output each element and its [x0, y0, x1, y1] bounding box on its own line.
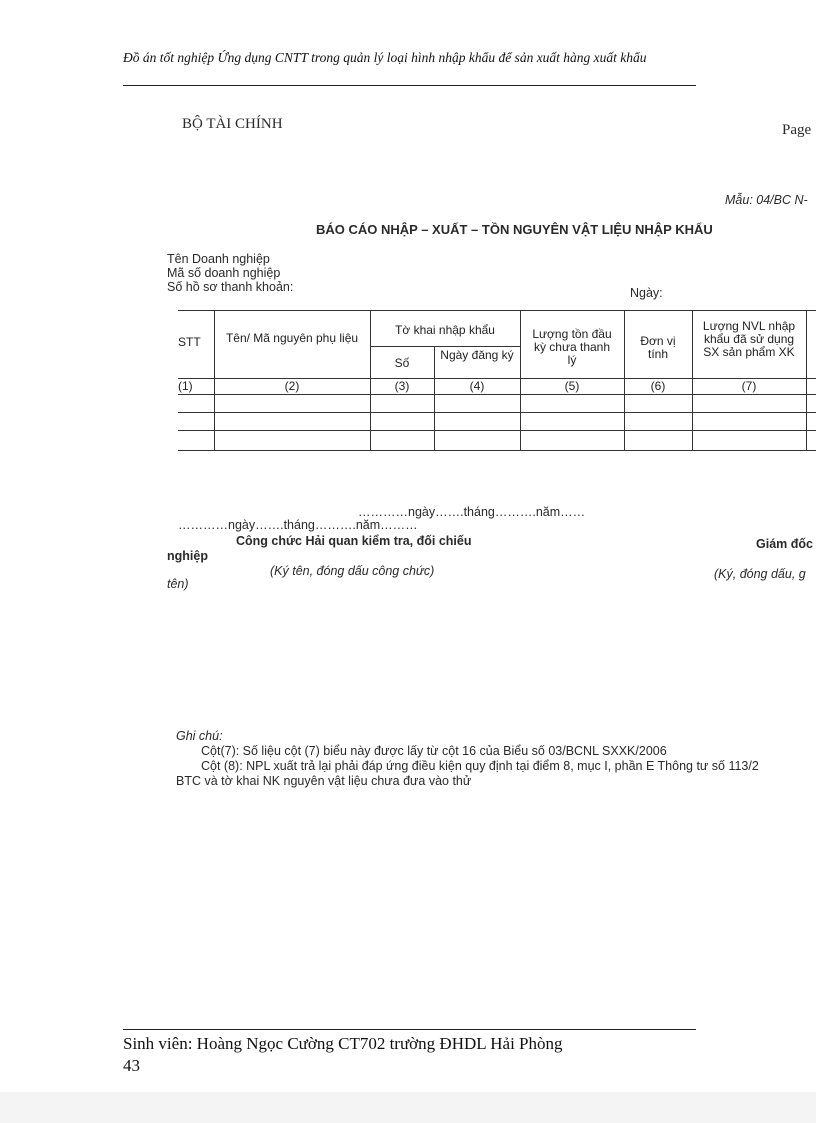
notes-title: Ghi chú: [176, 729, 223, 743]
date-line-right: …………ngày…….tháng……….năm…… [358, 505, 586, 519]
info-line-enterprise-code: Mã số doanh nghiệp [167, 266, 281, 280]
note-line-3: BTC và tờ khai NK nguyên vật liệu chưa đưa vào thử [176, 774, 472, 788]
info-line-dossier-number: Số hồ sơ thanh khoản: [167, 280, 294, 294]
header-rule [123, 85, 696, 86]
director-title: Giám đốc [756, 537, 813, 551]
document-header: Đồ án tốt nghiệp Ứng dụng CNTT trong quản lý loại hình nhập khẩu để sản xuất hàng xuất khẩu [123, 50, 647, 65]
enterprise-info [167, 252, 293, 294]
header-material-name: Tên/ Mã nguyên phụ liệu [225, 331, 359, 345]
header-registration-date: Ngày đăng ký [440, 348, 514, 362]
footer-page-number: 43 [123, 1056, 140, 1075]
ministry-name: BỘ TÀI CHÍNH [182, 116, 283, 132]
note-line-1: Cột(7): Số liệu cột (7) biểu này được lấy từ cột 16 của Biểu số 03/BCNL SXXK/2006 [201, 744, 667, 758]
header-opening-balance: Lượng tồn đầu kỳ chưa thanh lý [532, 327, 612, 367]
customs-signature-note: (Ký tên, đóng dấu công chức) [270, 564, 435, 578]
col-number-1: (1) [178, 379, 193, 393]
page-label: Page [782, 122, 812, 138]
report-table [178, 310, 816, 452]
date-line-left: …………ngày…….tháng……….năm……… [178, 518, 418, 532]
enterprise-fragment: nghiệp [167, 549, 208, 563]
name-fragment: tên) [167, 577, 189, 591]
form-code: Mẫu: 04/BC N- [725, 193, 808, 207]
header-declaration-number: Số [394, 356, 410, 370]
note-line-2: Cột (8): NPL xuất trả lại phải đáp ứng điều kiện quy định tại điểm 8, mục I, phần E Thông tư số 113/2 [201, 759, 759, 773]
header-used-materials: Lượng NVL nhập khẩu đã sử dụng SX sản phẩm XK [702, 319, 796, 359]
col-number-4: (4) [469, 379, 485, 393]
footer-student-line: Sinh viên: Hoàng Ngọc Cường CT702 trường ĐHDL Hải Phòng [123, 1034, 563, 1053]
director-signature-note: (Ký, đóng dấu, g [714, 567, 806, 581]
col-number-5: (5) [564, 379, 580, 393]
col-number-6: (6) [650, 379, 666, 393]
footer-rule [123, 1029, 696, 1030]
col-number-3: (3) [394, 379, 410, 393]
header-unit: Đơn vị tính [640, 334, 676, 361]
date-label: Ngày: [630, 286, 663, 300]
col-number-2: (2) [284, 379, 300, 393]
header-import-declaration: Tờ khai nhập khẩu [395, 323, 495, 337]
header-stt: STT [178, 335, 201, 349]
customs-officer-title: Công chức Hải quan kiểm tra, đối chiếu [236, 534, 472, 548]
page-bottom-margin [0, 1092, 816, 1123]
report-title: BÁO CÁO NHẬP – XUẤT – TỒN NGUYÊN VẬT LIỆU NHẬP KHẨU [316, 222, 713, 237]
col-number-7: (7) [741, 379, 757, 393]
info-line-enterprise-name: Tên Doanh nghiệp [167, 252, 270, 266]
